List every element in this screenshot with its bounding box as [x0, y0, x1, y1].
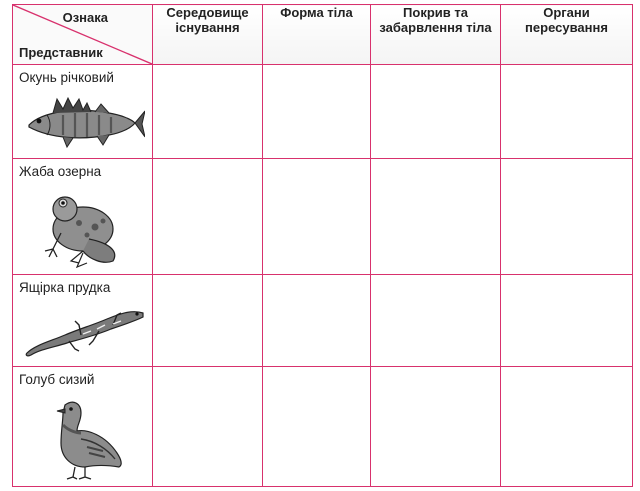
- frog-icon: [39, 189, 123, 269]
- representative-cell: [13, 275, 153, 367]
- answer-cell-body-shape[interactable]: [263, 367, 371, 487]
- answer-cell-locomotion[interactable]: [501, 367, 633, 487]
- table-row: [13, 65, 633, 159]
- answer-cell-body-cover[interactable]: [371, 65, 501, 159]
- corner-label-feature: Ознака: [62, 10, 108, 25]
- answer-cell-habitat[interactable]: [153, 275, 263, 367]
- answer-cell-body-cover[interactable]: [371, 275, 501, 367]
- representative-cell: [13, 159, 153, 275]
- representative-name: Ящірка прудка: [19, 280, 111, 295]
- answer-cell-habitat[interactable]: [153, 367, 263, 487]
- answer-cell-locomotion[interactable]: [501, 275, 633, 367]
- header-body-shape: Форма тіла: [263, 5, 371, 65]
- table-row: [13, 159, 633, 275]
- answer-cell-locomotion[interactable]: [501, 159, 633, 275]
- table-row: [13, 275, 633, 367]
- table-row: [13, 367, 633, 487]
- perch-fish-icon: [23, 95, 145, 149]
- representative-name: Голуб сизий: [19, 372, 95, 387]
- header-locomotion: Органи пересування: [501, 5, 633, 65]
- representative-name: Жаба озерна: [19, 164, 102, 179]
- comparison-table: [12, 4, 633, 487]
- lizard-icon: [21, 301, 149, 359]
- answer-cell-body-shape[interactable]: [263, 65, 371, 159]
- answer-cell-body-cover[interactable]: [371, 159, 501, 275]
- header-body-cover: Покрив та забарвлення тіла: [371, 5, 501, 65]
- header-row: [13, 5, 633, 65]
- representative-cell: [13, 367, 153, 487]
- header-habitat: Середовище існування: [153, 5, 263, 65]
- answer-cell-habitat[interactable]: [153, 65, 263, 159]
- answer-cell-body-shape[interactable]: [263, 159, 371, 275]
- worksheet: [12, 4, 632, 486]
- representative-cell: [13, 65, 153, 159]
- answer-cell-body-shape[interactable]: [263, 275, 371, 367]
- answer-cell-habitat[interactable]: [153, 159, 263, 275]
- representative-name: Окунь річковий: [19, 70, 114, 85]
- answer-cell-body-cover[interactable]: [371, 367, 501, 487]
- answer-cell-locomotion[interactable]: [501, 65, 633, 159]
- pigeon-icon: [47, 395, 125, 481]
- corner-label-representative: Представник: [19, 45, 103, 60]
- corner-cell: [13, 5, 153, 65]
